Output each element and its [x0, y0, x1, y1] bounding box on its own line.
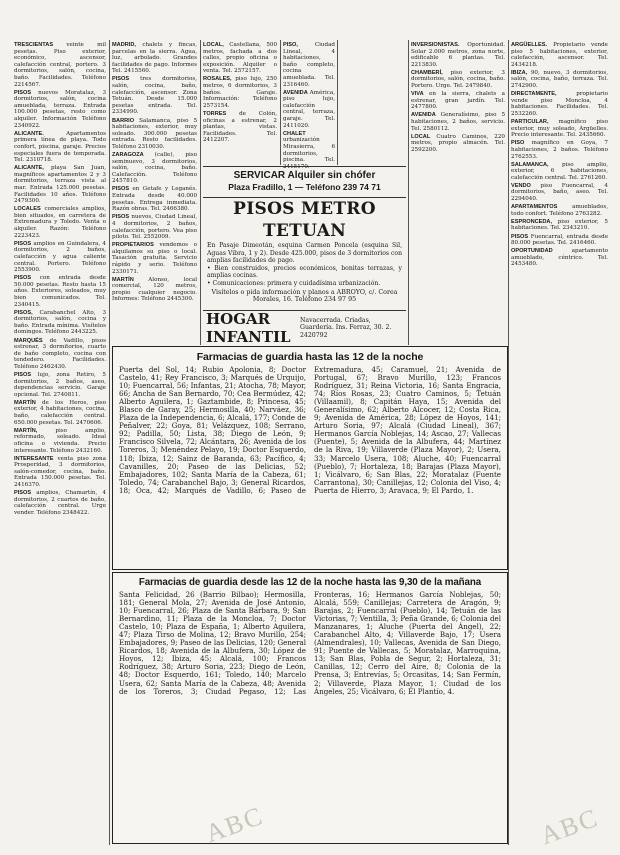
- classified-ad: [14, 400, 106, 426]
- classified-ad-text: piso amplio, reformado, soleado. Ideal oficina o vivienda. Precio interesante. Teléfono 2432160.: [14, 427, 106, 454]
- classified-ad: [112, 76, 197, 116]
- classified-ad-keyword: PROPIETARIOS: [112, 242, 154, 249]
- classified-ad-keyword: LOCAL,: [203, 42, 224, 48]
- classified-ad-text: en la sierra, chalets a estrenar, gran jardín. Tel. 2477800.: [411, 91, 505, 111]
- classified-ad: [511, 183, 608, 203]
- classified-ad-text: Oportunidad. Solar 2.000 metros, zona norte, edificable 6 plantas. Tel. 2213830.: [411, 42, 505, 68]
- classified-ad: [14, 456, 106, 489]
- abc-watermark: ABC: [536, 802, 603, 851]
- classified-ad-keyword: APARTAMENTOS: [511, 204, 558, 211]
- classified-ad-keyword: CHAMBERÍ,: [411, 69, 443, 76]
- hogar-infantil-heading: HOGAR INFANTIL: [206, 310, 291, 346]
- classified-ad: [14, 206, 106, 239]
- servicar-ad: [203, 166, 406, 198]
- classified-ad-keyword: MARTÍN,: [14, 427, 38, 434]
- classified-column-5: [411, 42, 505, 344]
- pharmacies-until-midnight-box: [112, 346, 508, 570]
- classified-ad-keyword: LOCALES: [14, 206, 41, 213]
- classified-ad-keyword: ALICANTE.: [14, 130, 44, 137]
- classified-ad-text: Propietario vende piso 5 habitaciones, exterior, calefacción, ascensor. Tel. 2434218.: [511, 42, 608, 68]
- classified-ad-text: 90, nuevo, 3 dormitorios, salón, cocina, baño, terraza. Tel. 2742900.: [511, 69, 608, 90]
- classified-ad-keyword: INTERESANTE: [14, 455, 54, 462]
- classified-ad-keyword: MADRID,: [112, 42, 136, 48]
- classified-ad: [14, 372, 106, 398]
- classified-ad: [511, 42, 608, 68]
- pisos-metro-tetuan-heading: PISOS METRO TETUAN: [233, 199, 376, 241]
- classified-column-4: [283, 42, 335, 170]
- classified-ad-text: de Colón, oficinas a estrenar, 2 plantas, vistas. Facilidades. Tel. 2412207.: [203, 110, 277, 144]
- classified-ad-text: venta piso zona Prosperidad, 3 dormitorios, salón-comedor, cocina, baño. Entrada 150.000 pesetas. Tel. 2416370.: [14, 455, 106, 488]
- ad-body: [203, 242, 406, 288]
- classified-column-6: [511, 42, 608, 847]
- classified-ad: [14, 241, 106, 274]
- classified-ad-text: América, piso lujo, calefacción central, terraza, garaje. Tel. 2411020.: [283, 89, 335, 129]
- ad-body-item: En Pasaje Dimeotán, esquina Carmen Poncela (esquina Sil, Aguas Vibra, 1 y 2). Desde 425.000, pisos de 3 dormitorios con amplias facilidades de pago.: [207, 242, 402, 265]
- classified-ad: [14, 90, 106, 130]
- ad-body-item: • Bien construidos, precios económicos, bonitas terrazas, y amplias cocinas.: [207, 264, 402, 280]
- classified-ad-text: apartamento amueblado, céntrico. Tel. 2453480.: [511, 248, 608, 268]
- classified-ad-text: piso Fuencarral, 4 dormitorios, baño, aseo. Tel. 2294040.: [511, 182, 608, 203]
- classified-column-2: [112, 42, 197, 342]
- classified-column-1: [14, 42, 106, 847]
- classified-ad-text: amueblados, todo confort. Teléfono 2763282.: [511, 204, 608, 217]
- classified-ad-text: Apartamentos primera línea de playa. Todo confort, piscina, garaje. Precios especiales fuera de temporada. Tel. 2310718.: [14, 130, 106, 164]
- classified-ad: [14, 490, 106, 516]
- classified-ad: [14, 131, 106, 164]
- pharmacies-until-midnight-list: Puerta del Sol, 14; Rubio Apolonia, 8; Doctor Castelo, 41; Rey Francisco, 3; Marqués de Urquijo, 10; Fuencarral, 56; Infantas, 21; Atocha, 78; Mayor, 66; Ancha de San Bernardo, 70; Cea Bermúdez, 42; Alberto Aguilera, 1; Gaztambide, 8; Princesa, 45; Blasco de Garay, 25; Hermosilla, 40; Narváez, 36; Plaza de la Independencia, 6; Alcalá, 177; Conde de Peñalver, 22; Goya, 81; Velázquez, 108; Serrano, 92; Padilla, 50; Lista, 38; Diego de León, 9; Francisco Silvela, 72; Alcántara, 26; Avenida de los Toreros, 3; Menéndez Pelayo, 19; Doctor Esquerdo, 118; Ibiza, 12; Sainz de Baranda, 63; Pacífico, 4; Cavanilles, 20; Paseo de las Delicias, 52; Embajadores, 102; Santa María de la Cabeza, 61; Toledo, 74; Carabanchel Bajo, 3; General Ricardos, 18; Oca, 42; Marqués de Vadillo, 6; Paseo de Extremadura, 45; Caramuel, 21; Avenida de Portugal, 67; Bravo Murillo, 123; Francos Rodríguez, 31; Reina Victoria, 16; Santa Engracia, 74; Ríos Rosas, 23; Cuatro Caminos, 5; Tetuán (Villaamil), 8; Capitán Haya, 15; Avenida del Generalísimo, 62; Alberto Alcocer, 12; Costa Rica, 9; Avenida de América, 28; López de Hoyos, 141; Arturo Soria, 97; Alcalá (Ciudad Lineal), 367; Hermanos García Noblejas, 14; Ascao, 27; Vallecas (Puente), 5; Avenida de la Albufera, 44; Martínez de la Riva, 19; Villaverde (Plaza Mayor), 2; Usera, 33; Marcelo Usera, 108; Aluche, 40; Fuencarral (Pueblo), 7; Hortaleza, 18; Barajas (Plaza Mayor), 1; Vicálvaro, 6; San Blas, 22; Moratalaz (Fuente Carrantona), 30; Canillejas, 12; Colonia del Viso, 4; Puerta de Hierro, 3; Aravaca, 9; El Pardo, 1.: [119, 365, 501, 495]
- column-rule: [337, 40, 338, 165]
- classified-ad-text: playa San Juan, magníficos apartamentos 2 y 3 dormitorios, terraza vista al mar. Entrada 125.000 pesetas. Facilidades 10 años. Teléfono 2479300.: [14, 165, 106, 205]
- classified-ad: [511, 234, 608, 247]
- classified-ad-keyword: ZARAGOZA: [112, 152, 144, 158]
- classified-ad: [511, 162, 608, 182]
- classified-ad-text: piso lujo, 250 metros, 6 dormitorios, 3 baños. Garaje. Información: Teléfono 2573154.: [203, 76, 277, 109]
- classified-ad-text: Salamanca, piso 5 habitaciones, exterior, muy soleado. 300.000 pesetas entrada. Resto facilidades. Teléfono 2310030.: [112, 117, 197, 150]
- classified-ad: [511, 119, 608, 139]
- classified-ad-text: en Getafe y Leganés. Entrada desde 40.000 pesetas. Entrega inmediata. Razón obras. Tel. 2466380.: [112, 186, 197, 213]
- classified-ad-keyword: PISOS: [14, 89, 32, 96]
- classified-ad: [14, 165, 106, 205]
- classified-ad-text: Generalísimo, piso 5 habitaciones, 2 baños, servicio. Tel. 2580112.: [411, 112, 505, 132]
- hogar-infantil-ad: [203, 312, 406, 344]
- column-rule: [200, 40, 201, 345]
- classified-ad: [203, 111, 277, 144]
- classified-ad-keyword: CHALET: [283, 130, 306, 137]
- classified-ad-text: magnífico piso exterior, muy soleado, Argüelles. Precio interesante. Tel. 2435660.: [511, 119, 608, 139]
- classified-ad-keyword: PARTICULAR,: [511, 119, 549, 126]
- classified-ad-keyword: AVENIDA: [411, 112, 436, 119]
- classified-ad: [511, 91, 608, 117]
- classified-ad: [14, 275, 106, 308]
- classified-ad: [112, 42, 197, 75]
- classified-ad: [511, 70, 608, 90]
- classified-ad-text: amplios, Chamartín, 4 dormitorios, 2 cuartos de baño, calefacción central. Urge vender. Teléfono 2348422.: [14, 490, 106, 516]
- classified-ad: [203, 76, 277, 109]
- classified-ad-keyword: PISO: [511, 140, 525, 147]
- classified-ad: [112, 152, 197, 185]
- classified-ad-text: chalets y fincas, parcelas en la sierra. Agua, luz, arbolado. Grandes facilidades de pago. Informes Tel. 2415560.: [112, 42, 197, 75]
- ad-body-item: • Comunicaciones: primera y cuidadísima urbanización.: [207, 279, 381, 287]
- classified-ad-keyword: ARGÜELLES.: [511, 42, 548, 48]
- classified-ad-keyword: SALAMANCA,: [511, 161, 549, 168]
- classified-ad-text: piso exterior, 5 habitaciones. Tel. 2343210.: [511, 218, 608, 232]
- classified-ad-keyword: DIRECTAMENTE,: [511, 91, 557, 98]
- classified-ad-keyword: MARTÍN: [112, 276, 134, 283]
- classified-ad: [14, 428, 106, 454]
- classified-ad: [511, 248, 608, 268]
- classified-ad-text: Cuatro Caminos, 220 metros, propio almacén. Tel. 2592200.: [411, 133, 505, 153]
- classified-ad-text: magnífico en Goya, 7 habitaciones, 2 baños. Teléfono 2762553.: [511, 140, 608, 160]
- classified-ad-text: Fuencarral, entrada desde 80.000 pesetas. Tel. 2416460.: [511, 233, 608, 247]
- classified-ad: [112, 242, 197, 275]
- classified-ad-keyword: BARRIO: [112, 117, 135, 124]
- classified-ad-text: Alonso, local comercial, 120 metros, propio cualquier negocio. Informes: Teléfono 2445300.: [112, 276, 197, 303]
- classified-ad-keyword: PISOS: [112, 214, 130, 221]
- classified-ad: [283, 42, 335, 88]
- pharmacies-until-midnight-title: Farmacias de guardia hasta las 12 de la noche: [196, 351, 424, 363]
- classified-ad-keyword: TRESCIENTAS: [14, 42, 54, 48]
- classified-ad: [14, 42, 106, 88]
- classified-ad: [112, 214, 197, 240]
- classified-ad: [283, 131, 335, 171]
- servicar-address: Plaza Fradillo, 1 — Teléfono 239 74 71: [228, 182, 381, 192]
- classified-ad-keyword: PISOS: [14, 490, 32, 497]
- classified-ad-keyword: PISOS,: [14, 309, 33, 316]
- classified-ad-text: comerciales amplios, bien situados, en carretera de Extremadura y Toledo. Venta o alquiler. Razón: Teléfono 2223423.: [14, 206, 106, 239]
- classified-ad-keyword: PISO,: [283, 42, 298, 48]
- classified-ad-keyword: VENDO: [511, 182, 531, 189]
- classified-ad-text: con entrada desde 50.000 pesetas. Resto hasta 15 años. Exteriores, soleados, muy bien comunicados. Tel. 2340415.: [14, 275, 106, 308]
- classified-ad: [112, 277, 197, 303]
- classified-ad: [511, 219, 608, 232]
- classified-ad: [112, 186, 197, 212]
- classified-ad-keyword: OPORTUNIDAD: [511, 248, 553, 255]
- classified-ad-keyword: ROSALES,: [203, 76, 232, 83]
- classified-ad-text: nuevos Moratalaz, 3 dormitorios, salón, cocina amueblada, terraza. Entrada 100.000 pesetas, resto como alquiler. Información Teléfono 2340922.: [14, 89, 106, 129]
- pisos-metro-tetuan-ad: [203, 198, 406, 311]
- pharmacies-overnight-title: Farmacias de guardia desde las 12 de la noche hasta las 9,30 de la mañana: [138, 577, 482, 588]
- classified-ad-text: Carabanchel Alto, 3 dormitorios, salón, cocina y baño. Entrada mínima. Visítelos domingos. Teléfono 2443225.: [14, 309, 106, 336]
- classified-ad-keyword: IBIZA,: [511, 69, 528, 76]
- classified-ad-keyword: PISOS: [511, 233, 529, 240]
- classified-ad: [411, 91, 505, 111]
- classified-ad-text: piso amplio, exterior, 6 habitaciones, calefacción central. Tel. 2761260.: [511, 161, 608, 181]
- classified-ad-keyword: ALICANTE,: [14, 165, 44, 172]
- classified-column-3: [203, 42, 277, 164]
- classified-ad: [14, 338, 106, 371]
- column-rule: [280, 40, 281, 165]
- classified-ad: [411, 134, 505, 154]
- classified-ad-keyword: MARTÍN: [14, 399, 36, 406]
- classified-ad-text: de Vadillo, pisos estrenar, 3 dormitorios, cuarto de baño completo, cocina con tendedero. Facilidades. Teléfono 2462430.: [14, 337, 106, 370]
- hogar-infantil-text: Navacerrada. Criadas, Guardería. Ins. Ferraz, 30. 2. 2420792: [300, 316, 392, 339]
- classified-ad-keyword: PISOS: [14, 240, 32, 247]
- classified-ad: [203, 42, 277, 75]
- classified-ad: [14, 310, 106, 336]
- classified-ad: [511, 204, 608, 217]
- classified-ad-keyword: INVERSIONISTAS.: [411, 42, 460, 48]
- pharmacies-overnight-box: [112, 572, 508, 844]
- classified-ad-keyword: AVENIDA: [283, 89, 308, 96]
- classified-ad-keyword: TORRES: [203, 110, 227, 117]
- servicar-heading: SERVICAR Alquiler sin chófer: [233, 170, 376, 181]
- classified-ad-keyword: ESPRONCEDA,: [511, 218, 553, 225]
- abc-watermark: ABC: [201, 800, 268, 849]
- pharmacies-overnight-list: Santa Felicidad, 26 (Barrio Bilbao); Hermosilla, 181; General Mola, 27; Avenida de José Antonio, 10; Fuencarral, 26; Plaza de Santa Bárbara, 9; San Bernardino, 11; Plaza de la Moncloa, 7; Doctor Castelo, 10; Plaza de España, 1; Alberto Aguilera, 47; Plaza Tirso de Molina, 12; Bravo Murillo, 254; Embajadores, 9; Paseo de las Delicias, 120; General Ricardos, 18; Avenida de la Albufera, 30; López de Hoyos, 12; Ibiza, 45; Alcalá, 100; Francos Rodríguez, 38; Arturo Soria, 223; Diego de León, 48; Doctor Esquerdo, 161; Toledo, 140; Marcelo Usera, 62; Santa María de la Cabeza, 48; Avenida de los Toreros, 3; Ciudad Pegaso, 12; Las Fronteras, 16; Hermanos García Noblejas, 50; Alcalá, 559; Canillejas; Carretera de Aragón, 9; Barajas, 2; Fuencarral (Pueblo), 14; Tetuán de las Victorias, 7; Ventilla, 3; Peña Grande, 6; Colonia del Manzanares, 1; Aluche (Puerta del Ángel), 22; Carabanchel Alto, 4; Villaverde Bajo, 17; Usera (Almendrales), 10; Vallecas, Avenida de San Diego, 91; Puente de Vallecas, 5; Moratalaz, Marroquina, 13; San Blas, Pobla de Segur, 2; Hortaleza, 31; Canillas, 12; Cerro del Aire, 8; Colonia de la Prensa, 3; Entrevías, 5; Orcasitas, 14; San Fermín, 2; Villaverde, Plaza Mayor, 1; Ciudad de los Ángeles, 25; Vicálvaro, 6; El Plantío, 4.: [119, 590, 501, 696]
- classified-ad-keyword: PISOS: [14, 275, 32, 282]
- classified-ad-text: nuevos, Ciudad Lineal, 4 dormitorios, 2 baños, calefacción, portero. Vea piso piloto. Tel. 2552009.: [112, 214, 197, 241]
- classified-ad-keyword: PISOS: [112, 186, 130, 193]
- classified-ad-text: Ciudad Lineal, 4 habitaciones, baño completo, cocina amueblada. Tel. 2316460.: [283, 42, 335, 88]
- classified-ad-text: (calle), piso seminuevo, 3 dormitorios, salón, cocina, baño. Calefacción. Teléfono 2457810.: [112, 152, 197, 185]
- classified-ad-text: vendemos o alquilamos su piso o local. Tasación gratuita. Servicio rápido y serio. Teléfono 2330171.: [112, 242, 197, 275]
- classified-ad: [411, 112, 505, 132]
- classified-ad: [112, 118, 197, 151]
- classified-ad-keyword: VIVA: [411, 91, 424, 98]
- classified-ad: [411, 70, 505, 90]
- column-rule: [109, 40, 110, 845]
- ad-footer: Visítelos o pida información y planos a ABROYO, c/. Corea Morales, 16. Teléfono 234 97 95: [211, 288, 398, 304]
- classified-ad: [411, 42, 505, 68]
- column-rule: [408, 40, 409, 345]
- classified-ad: [283, 90, 335, 130]
- classified-ad-keyword: PISOS: [14, 372, 32, 378]
- classified-ad-text: de los Heros, piso exterior, 4 habitaciones, cocina, baño, calefacción central. 650.000 pesetas. Tel. 2470606.: [14, 399, 106, 426]
- classified-ad: [511, 140, 608, 160]
- classified-ad-keyword: LOCAL: [411, 133, 431, 140]
- classified-ad-text: piso exterior, 3 dormitorios, salón, cocina, baño. Portero. Urge. Tel. 2479840.: [411, 69, 505, 90]
- classified-ad-text: lujo, zona Retiro, 5 dormitorios, 2 baños, aseo, dependencias servicio. Garaje opcional. Tel. 2740811.: [14, 372, 106, 398]
- classified-ad-keyword: PISOS: [112, 76, 130, 83]
- classified-ad-text: veinte mil pesetas. Piso exterior, económico, ascensor, calefacción central, portero. 3 dormitorios, salón, cocina, baño. Facilidades. Teléfono 2214567.: [14, 42, 106, 88]
- classified-ad-keyword: MARQUÉS: [14, 337, 43, 344]
- classified-ad-text: tres dormitorios, salón, cocina, baño, calefacción, ascensor. Zona Tetuán. Desde 15.000 pesetas entrada. Tel. 2334990.: [112, 76, 197, 116]
- classified-ad-text: propietario vende piso Moncloa, 4 habitaciones. Facilidades. Tel. 2532260.: [511, 91, 608, 117]
- classified-ad-text: Castellana, 500 metros, fachada a dos calles, propio oficina o exposición. Alquiler o venta. Tel. 2572157.: [203, 42, 277, 75]
- classified-ad-text: amplios en Guindalera, 4 dormitorios, 2 baños, calefacción y agua caliente central. Portero. Teléfono 2553900.: [14, 240, 106, 274]
- column-rule: [508, 40, 509, 845]
- classified-ad-text: urbanización Mirasierra, 6 dormitorios, piscina. Tel. 2415170.: [283, 137, 335, 170]
